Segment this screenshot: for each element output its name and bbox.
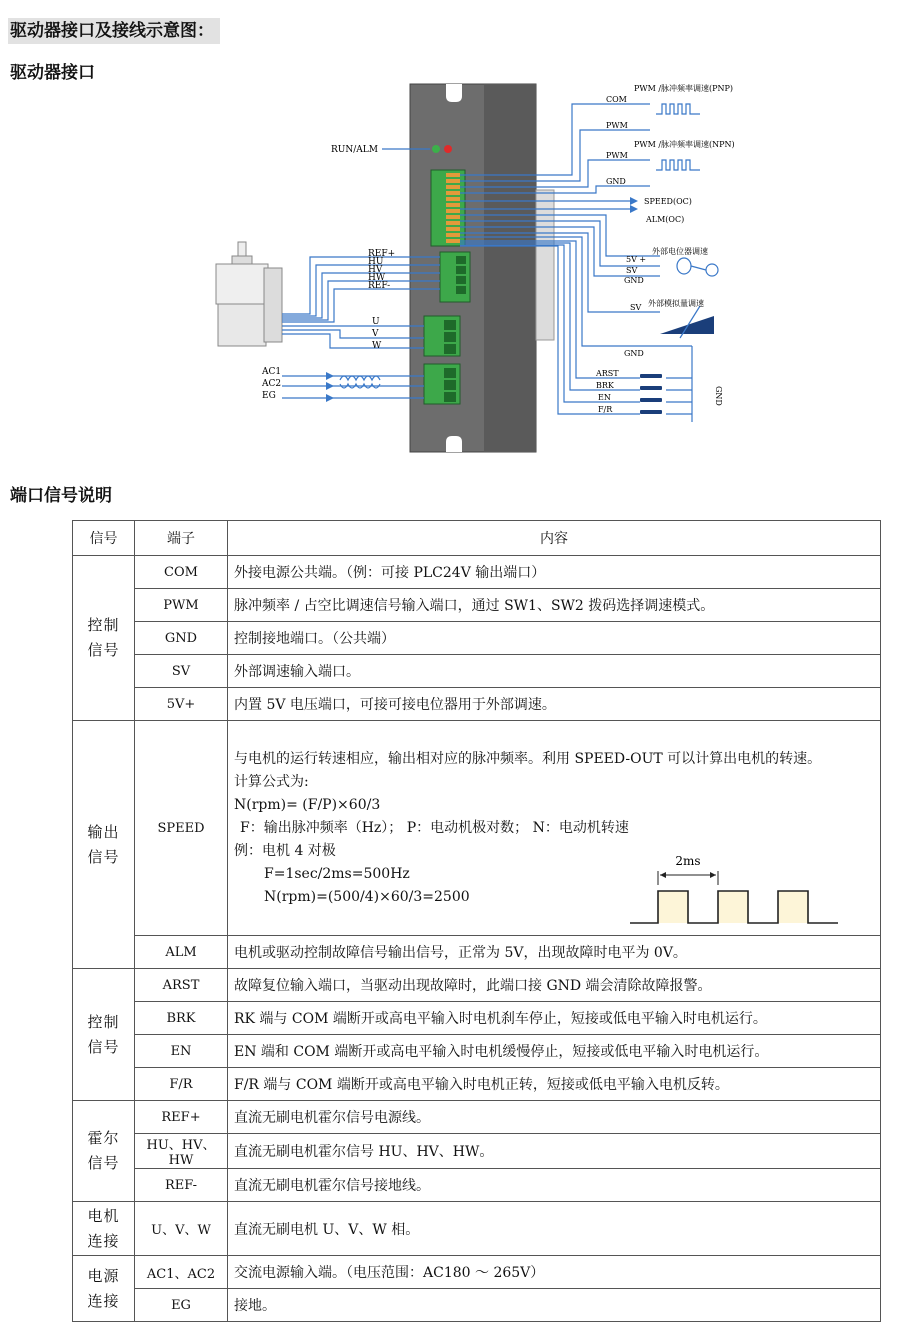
hall-terminal-block (440, 252, 470, 302)
desc-cell: F/R 端与 COM 端断开或高电平输入时电机正转，短接或低电平输入电机反转。 (228, 1068, 881, 1101)
term-cell: F/R (135, 1068, 228, 1101)
desc-cell: 脉冲频率 / 占空比调速信号输入端口，通过 SW1、SW2 拨码选择调速模式。 (228, 589, 881, 622)
header-terminal: 端子 (135, 521, 228, 556)
desc-cell: 故障复位输入端口，当驱动出现故障时，此端口接 GND 端会清除故障报警。 (228, 969, 881, 1002)
header-content: 内容 (228, 521, 881, 556)
term-cell: ALM (135, 936, 228, 969)
term-cell: PWM (135, 589, 228, 622)
motor-label-u: U (372, 317, 380, 327)
motor-terminal-block (424, 316, 460, 356)
section-signals-heading: 端口信号说明 (10, 486, 112, 506)
speed-line: F=1sec/2ms=500Hz (264, 865, 410, 882)
group-power: 电源 连接 (73, 1256, 135, 1322)
desc-cell: 交流电源输入端。（电压范围：AC180 ～ 265V） (228, 1256, 881, 1289)
power-label-ac1: AC1 (262, 367, 282, 377)
power-terminal-block (424, 364, 460, 404)
switch-label-brk: BRK (596, 381, 614, 390)
power-label-eg: EG (262, 391, 276, 401)
switch-label-arst: ARST (596, 369, 619, 378)
signal-table (72, 520, 881, 1322)
term-cell: 5V+ (135, 688, 228, 721)
hall-label-ref-minus: REF- (368, 281, 391, 291)
term-cell: EG (135, 1289, 228, 1322)
table-row (73, 1002, 881, 1035)
speed-line: N(rpm)=(500/4)×60/3=2500 (264, 888, 470, 905)
alm-oc-label: ALM(OC) (646, 215, 685, 224)
desc-cell: EN 端和 COM 端断开或高电平输入时电机缓慢停止，短接或低电平输入时电机运行。 (228, 1035, 881, 1068)
analog-title: 外部模拟量调速 (648, 299, 704, 308)
output-arrows (630, 197, 638, 213)
group-control-1: 控制 信号 (73, 556, 135, 721)
table-row (73, 1035, 881, 1068)
switch-buttons (640, 374, 662, 414)
motor-icon (216, 242, 282, 346)
pot-title: 外部电位器调速 (652, 247, 708, 256)
desc-cell: 接地。 (228, 1289, 881, 1322)
desc-cell: 直流无刷电机 U、V、W 相。 (228, 1202, 881, 1256)
group-control-2: 控制 信号 (73, 969, 135, 1101)
pnp-title: PWM /脉冲频率调速(PNP) (634, 84, 734, 93)
term-cell: REF- (135, 1169, 228, 1202)
table-header-row (73, 521, 881, 556)
npn-gnd-label: GND (606, 177, 626, 186)
hall-label-hu: HU (368, 257, 384, 267)
desc-cell: 外部调速输入端口。 (228, 655, 881, 688)
pot-5v-label: 5V + (626, 255, 647, 264)
speed-line: 例：电机 4 对极 (234, 842, 336, 859)
motor-label-w: W (372, 341, 382, 351)
table-row (73, 1169, 881, 1202)
group-motor: 电机 连接 (73, 1202, 135, 1256)
term-cell: HU、HV、HW (135, 1134, 228, 1169)
table-row (73, 1068, 881, 1101)
desc-cell: 内置 5V 电压端口，可接可接电位器用于外部调速。 (228, 688, 881, 721)
table-row (73, 556, 881, 589)
pnp-pwm-label: PWM (606, 121, 628, 130)
power-label-ac2: AC2 (262, 379, 282, 389)
switch-label-fr: F/R (598, 405, 613, 414)
motor-label-v: V (372, 329, 379, 339)
table-row (73, 1289, 881, 1322)
hall-label-hw: HW (368, 273, 386, 283)
wiring-diagram (0, 80, 900, 460)
switch-gnd-label: GND (714, 386, 723, 406)
desc-cell: 外接电源公共端。（例：可接 PLC24V 输出端口） (228, 556, 881, 589)
hall-label-hv: HV (368, 265, 383, 275)
control-terminal-block (431, 170, 465, 246)
desc-cell: 直流无刷电机霍尔信号电源线。 (228, 1101, 881, 1134)
section-interface-heading: 驱动器接口 (10, 63, 95, 83)
table-row (73, 1256, 881, 1289)
gnd-label: GND (624, 349, 644, 358)
analog-source-icon (660, 306, 714, 338)
potentiometer-icon (677, 258, 718, 276)
table-row (73, 936, 881, 969)
table-row (73, 721, 881, 936)
speed-desc-cell (228, 721, 881, 936)
pulse-generators (656, 104, 700, 170)
term-cell: COM (135, 556, 228, 589)
term-cell: SV (135, 655, 228, 688)
analog-sv-label: SV (630, 303, 642, 312)
group-output: 输出 信号 (73, 721, 135, 969)
pulse-waveform (630, 853, 840, 927)
table-row (73, 1101, 881, 1134)
run-alm-label: RUN/ALM (331, 145, 378, 155)
table-row (73, 688, 881, 721)
header-signal: 信号 (73, 521, 135, 556)
term-cell: GND (135, 622, 228, 655)
desc-cell: 直流无刷电机霍尔信号接地线。 (228, 1169, 881, 1202)
term-cell: ARST (135, 969, 228, 1002)
desc-cell: RK 端与 COM 端断开或高电平输入时电机刹车停止，短接或低电平输入时电机运行。 (228, 1002, 881, 1035)
table-row (73, 969, 881, 1002)
switch-label-en: EN (598, 393, 611, 402)
table-row (73, 622, 881, 655)
term-cell: SPEED (135, 721, 228, 936)
table-row (73, 655, 881, 688)
term-cell: EN (135, 1035, 228, 1068)
pnp-com-label: COM (606, 95, 627, 104)
speed-line: F：输出脉冲频率（Hz）； P：电动机极对数； N：电动机转速 (240, 819, 629, 836)
speed-formula: N(rpm)= (F/P)×60/3 (234, 796, 381, 813)
term-cell: BRK (135, 1002, 228, 1035)
table-row (73, 1202, 881, 1256)
term-cell: REF+ (135, 1101, 228, 1134)
term-cell: AC1、AC2 (135, 1256, 228, 1289)
pot-gnd-label: GND (624, 276, 644, 285)
term-cell: U、V、W (135, 1202, 228, 1256)
table-row (73, 589, 881, 622)
speed-line: 与电机的运行转速相应，输出相对应的脉冲频率。利用 SPEED-OUT 可以计算出电机的转速。 (234, 750, 822, 767)
page-title: 驱动器接口及接线示意图： (8, 18, 220, 44)
speed-oc-label: SPEED(OC) (644, 197, 692, 206)
arrows-power (326, 372, 334, 402)
table-row (73, 1134, 881, 1169)
group-hall: 霍尔 信号 (73, 1101, 135, 1202)
npn-title: PWM /脉冲频率调速(NPN) (634, 140, 735, 149)
speed-line: 计算公式为: (234, 773, 309, 790)
npn-pwm-label: PWM (606, 151, 628, 160)
desc-cell: 电机或驱动控制故障信号输出信号，正常为 5V，出现故障时电平为 0V。 (228, 936, 881, 969)
desc-cell: 控制接地端口。（公共端） (228, 622, 881, 655)
pot-sv-label: SV (626, 266, 638, 275)
desc-cell: 直流无刷电机霍尔信号 HU、HV、HW。 (228, 1134, 881, 1169)
pulse-label: 2ms (675, 854, 701, 868)
hall-label-ref-plus: REF+ (368, 249, 396, 259)
